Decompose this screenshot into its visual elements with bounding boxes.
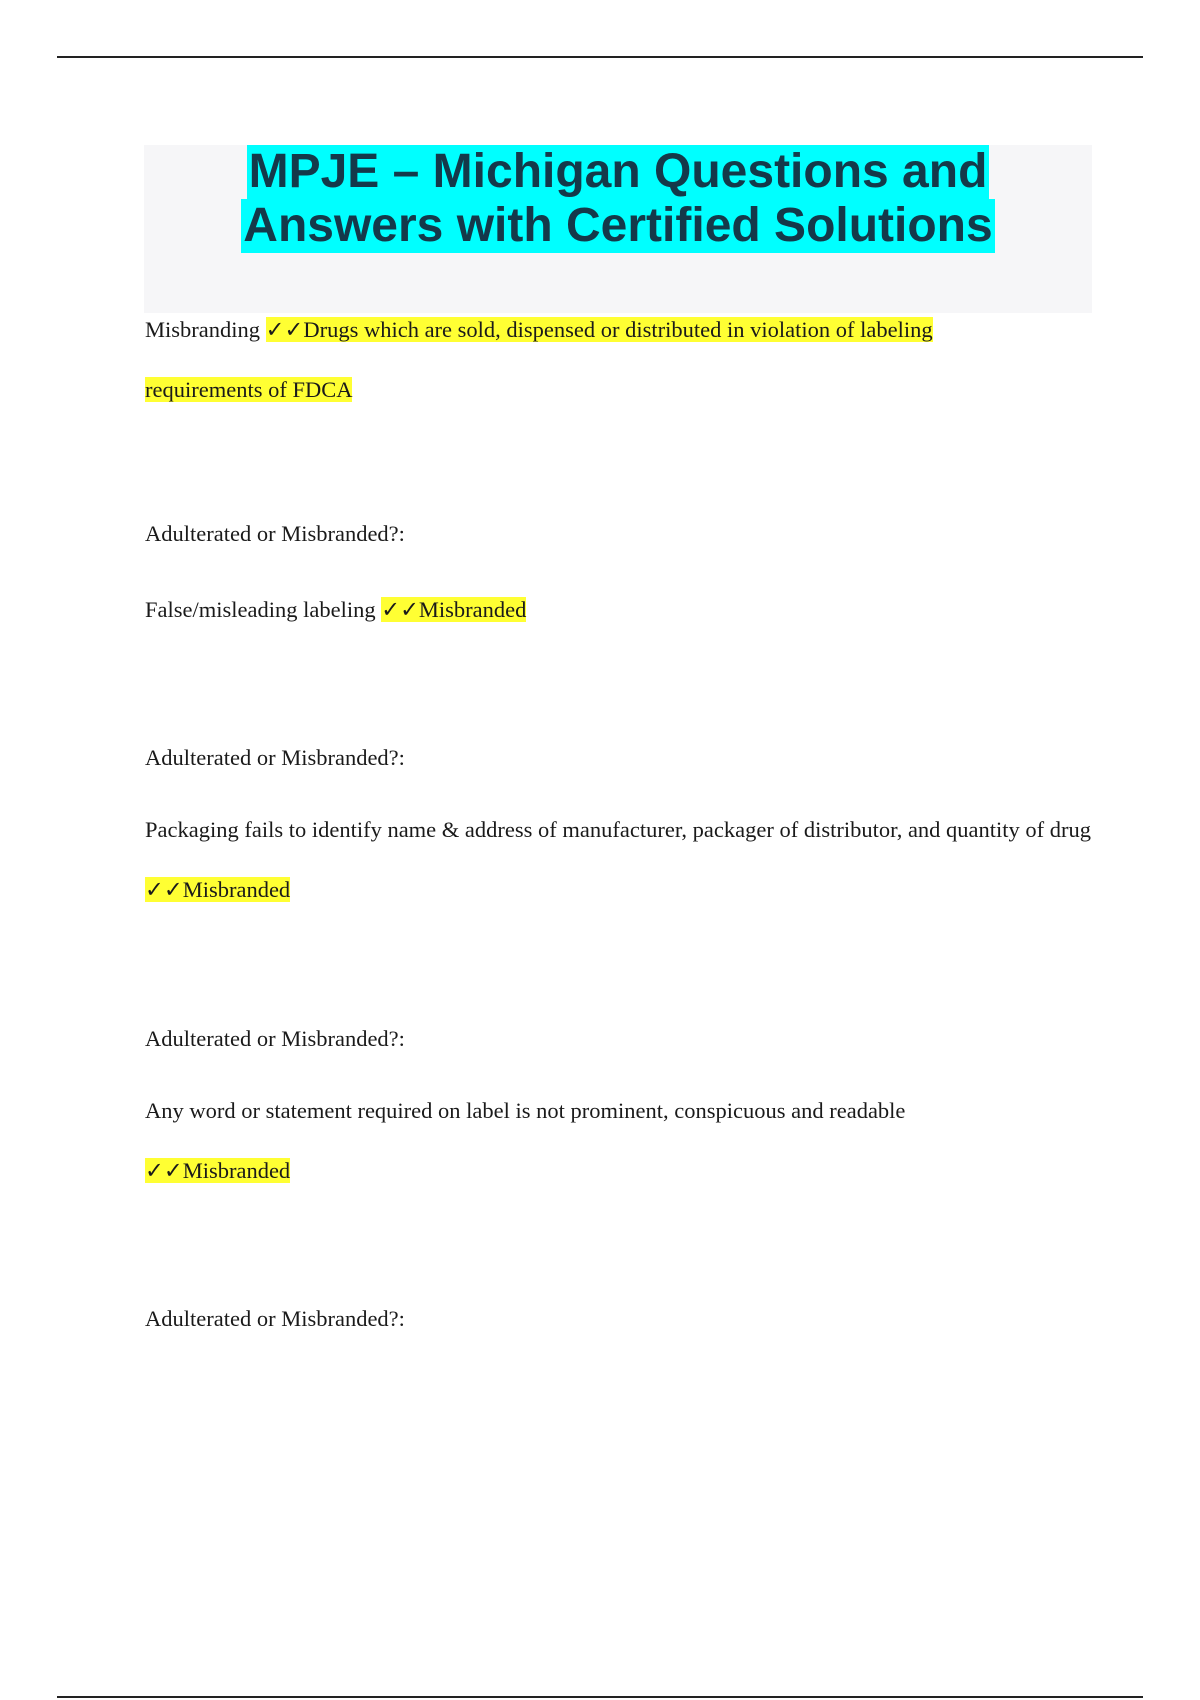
qa-prompt: Adulterated or Misbranded?: xyxy=(145,1026,405,1051)
qa-answer: ✓✓Misbranded xyxy=(145,877,291,902)
qa-answer: ✓✓Misbranded xyxy=(381,597,527,622)
footer-rule xyxy=(57,1696,1143,1698)
title-line-1: MPJE – Michigan Questions and xyxy=(248,145,988,198)
qa-entry-misbranding xyxy=(145,300,1005,420)
qa-entry xyxy=(145,1081,985,1201)
qa-answer: ✓✓Drugs which are sold, dispensed or distributed in violation of labeling requirements of FDCA xyxy=(145,317,933,402)
title-banner xyxy=(144,145,1092,313)
title-line-2: Answers with Certified Solutions xyxy=(243,199,993,252)
qa-entry xyxy=(145,580,1095,640)
qa-question: Packaging fails to identify name & address of manufacturer, packager of distributor, and quantity of drug xyxy=(145,817,1092,842)
qa-prompt: Adulterated or Misbranded?: xyxy=(145,745,405,770)
qa-term: Misbranding xyxy=(145,317,260,342)
qa-prompt: Adulterated or Misbranded?: xyxy=(145,521,405,546)
page-title xyxy=(144,145,1092,253)
header-rule xyxy=(57,56,1143,58)
qa-question: Any word or statement required on label is not prominent, conspicuous and readable xyxy=(145,1098,906,1123)
qa-answer: ✓✓Misbranded xyxy=(145,1158,291,1183)
qa-question: False/misleading labeling xyxy=(145,597,376,622)
qa-prompt: Adulterated or Misbranded?: xyxy=(145,1306,405,1331)
qa-entry xyxy=(145,800,1095,920)
